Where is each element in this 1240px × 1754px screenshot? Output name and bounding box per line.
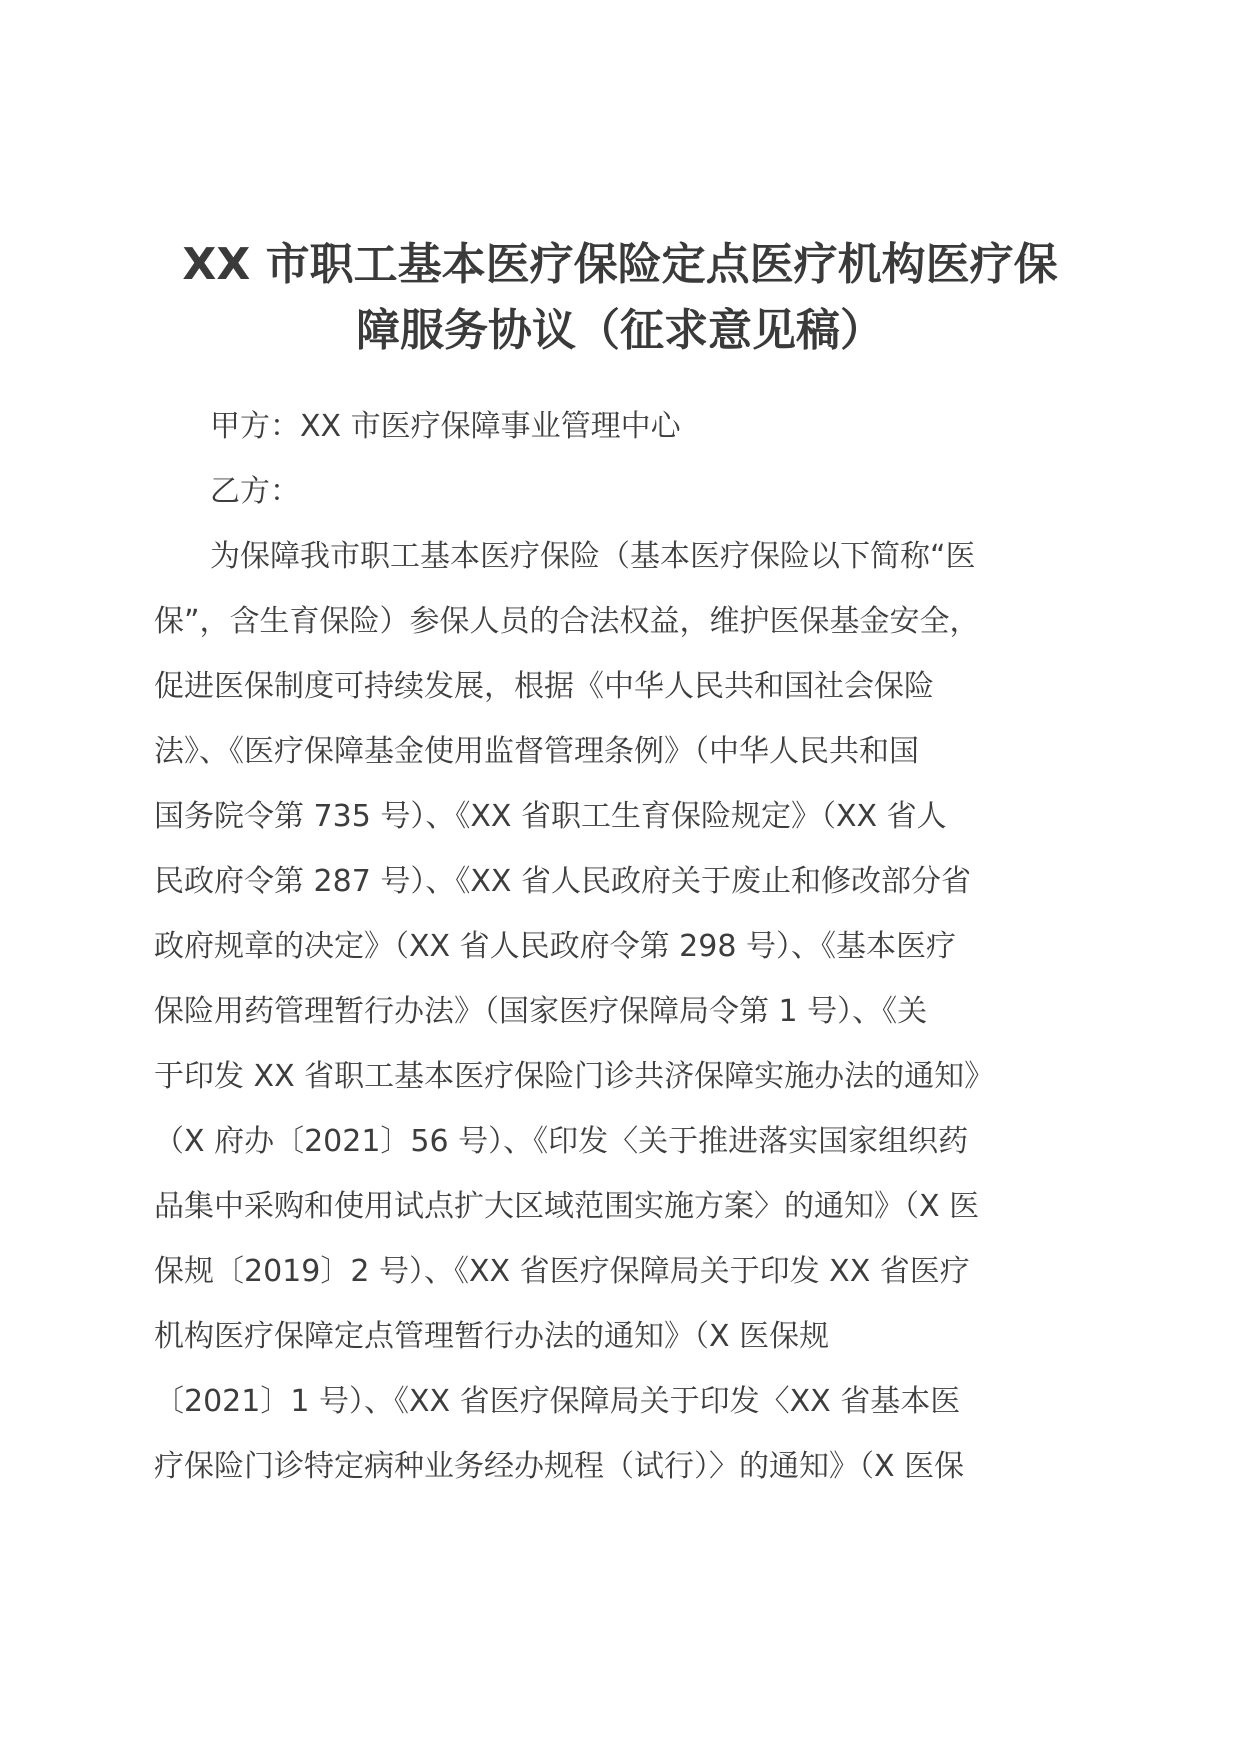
title-line-2: 障服务协议（征求意见稿） (356, 305, 884, 356)
paragraph-line: 为保障我市职工基本医疗保险（基本医疗保险以下简称“医 (210, 539, 976, 574)
paragraph-line: 疗保险门诊特定病种业务经办规程（试行）〉的通知》（X 医保 (154, 1449, 965, 1484)
document-body (154, 394, 1086, 1499)
paragraph-line: 保规〔2019〕2 号）、《XX 省医疗保障局关于印发 XX 省医疗 (154, 1254, 970, 1289)
party-b-line: 乙方： (210, 474, 300, 509)
document-title (140, 232, 1100, 364)
paragraph-line: 促进医保制度可持续发展，根据《中华人民共和国社会保险 (154, 669, 934, 704)
paragraph-line: 品集中采购和使用试点扩大区域范围实施方案〉的通知》（X 医 (154, 1189, 980, 1224)
paragraph-line: 民政府令第 287 号）、《XX 省人民政府关于废止和修改部分省 (154, 864, 971, 899)
paragraph-line: 〔2021〕1 号）、《XX 省医疗保障局关于印发〈XX 省基本医 (154, 1384, 961, 1419)
paragraph-line: 机构医疗保障定点管理暂行办法的通知》（X 医保规 (154, 1319, 830, 1354)
title-line-1: XX 市职工基本医疗保险定点医疗机构医疗保 (182, 239, 1058, 290)
paragraph-line: 保”，含生育保险）参保人员的合法权益，维护医保基金安全， (154, 604, 980, 639)
party-a-line: 甲方：XX 市医疗保障事业管理中心 (210, 409, 681, 444)
paragraph-line: 保险用药管理暂行办法》（国家医疗保障局令第 1 号）、《关 (154, 994, 928, 1029)
paragraph-line: 法》、《医疗保障基金使用监督管理条例》（中华人民共和国 (154, 734, 919, 769)
paragraph-line: 国务院令第 735 号）、《XX 省职工生育保险规定》（XX 省人 (154, 799, 947, 834)
paragraph-line: （X 府办〔2021〕56 号）、《印发〈关于推进落实国家组织药 (154, 1124, 969, 1159)
paragraph-line: 政府规章的决定》（XX 省人民政府令第 298 号）、《基本医疗 (154, 929, 956, 964)
paragraph-line: 于印发 XX 省职工基本医疗保险门诊共济保障实施办法的通知》 (154, 1059, 995, 1094)
